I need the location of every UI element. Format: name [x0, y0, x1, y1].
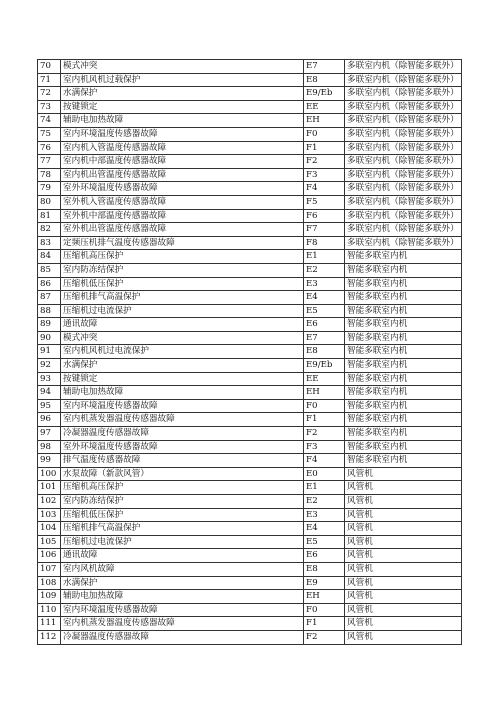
row-number-cell: 110: [38, 603, 61, 617]
fault-name-cell: 压缩机低压保护: [61, 277, 304, 291]
fault-name-cell: 室内机风机过载保护: [61, 73, 304, 87]
fault-code-cell: F4: [304, 454, 345, 468]
fault-name-cell: 辅助电加热故障: [61, 590, 304, 604]
table-row: [38, 467, 462, 481]
table-row: [38, 236, 462, 250]
row-number-cell: 96: [38, 413, 61, 427]
row-number-cell: 77: [38, 155, 61, 169]
table-row: [38, 454, 462, 468]
fault-name-cell: 室内防冻结保护: [61, 495, 304, 509]
fault-name-cell: 压缩机高压保护: [61, 250, 304, 264]
unit-type-cell: 多联室内机（除智能多联外）: [345, 127, 462, 141]
table-row: [38, 549, 462, 563]
table-row: [38, 603, 462, 617]
row-number-cell: 79: [38, 182, 61, 196]
unit-type-cell: 智能多联室内机: [345, 304, 462, 318]
fault-code-cell: E1: [304, 250, 345, 264]
fault-code-cell: E6: [304, 549, 345, 563]
row-number-cell: 112: [38, 630, 61, 644]
table-row: [38, 399, 462, 413]
table-row: [38, 182, 462, 196]
table-row: [38, 168, 462, 182]
fault-name-cell: 室内机入管温度传感器故障: [61, 141, 304, 155]
table-row: [38, 318, 462, 332]
fault-code-cell: E7: [304, 331, 345, 345]
unit-type-cell: 多联室内机（除智能多联外）: [345, 236, 462, 250]
fault-code-cell: F3: [304, 168, 345, 182]
row-number-cell: 86: [38, 277, 61, 291]
table-row: [38, 359, 462, 373]
unit-type-cell: 风管机: [345, 495, 462, 509]
unit-type-cell: 风管机: [345, 549, 462, 563]
fault-code-cell: EH: [304, 590, 345, 604]
row-number-cell: 103: [38, 508, 61, 522]
row-number-cell: 107: [38, 562, 61, 576]
row-number-cell: 100: [38, 467, 61, 481]
fault-code-cell: E8: [304, 562, 345, 576]
row-number-cell: 78: [38, 168, 61, 182]
fault-name-cell: 压缩机排气高温保护: [61, 522, 304, 536]
table-row: [38, 291, 462, 305]
fault-code-cell: F4: [304, 182, 345, 196]
unit-type-cell: 多联室内机（除智能多联外）: [345, 114, 462, 128]
unit-type-cell: 智能多联室内机: [345, 345, 462, 359]
fault-code-cell: E3: [304, 508, 345, 522]
row-number-cell: 73: [38, 100, 61, 114]
row-number-cell: 108: [38, 576, 61, 590]
fault-name-cell: 辅助电加热故障: [61, 386, 304, 400]
fault-name-cell: 定频压机排气温度传感器故障: [61, 236, 304, 250]
row-number-cell: 81: [38, 209, 61, 223]
fault-code-cell: F6: [304, 209, 345, 223]
table-row: [38, 127, 462, 141]
table-row: [38, 345, 462, 359]
fault-code-cell: F3: [304, 440, 345, 454]
fault-name-cell: 水泵故障（新款风管）: [61, 467, 304, 481]
fault-name-cell: 压缩机过电流保护: [61, 535, 304, 549]
fault-name-cell: 室外环境温度传感器故障: [61, 440, 304, 454]
fault-code-cell: F5: [304, 195, 345, 209]
unit-type-cell: 多联室内机（除智能多联外）: [345, 87, 462, 101]
table-row: [38, 87, 462, 101]
row-number-cell: 72: [38, 87, 61, 101]
table-row: [38, 209, 462, 223]
fault-code-cell: F0: [304, 603, 345, 617]
row-number-cell: 80: [38, 195, 61, 209]
row-number-cell: 109: [38, 590, 61, 604]
fault-code-cell: F2: [304, 155, 345, 169]
unit-type-cell: 风管机: [345, 590, 462, 604]
fault-name-cell: 排气温度传感器故障: [61, 454, 304, 468]
table-row: [38, 250, 462, 264]
unit-type-cell: 智能多联室内机: [345, 318, 462, 332]
table-row: [38, 535, 462, 549]
fault-code-cell: E7: [304, 60, 345, 74]
unit-type-cell: 风管机: [345, 535, 462, 549]
table-row: [38, 195, 462, 209]
fault-name-cell: 冷凝器温度传感器故障: [61, 427, 304, 441]
row-number-cell: 91: [38, 345, 61, 359]
unit-type-cell: 多联室内机（除智能多联外）: [345, 73, 462, 87]
fault-name-cell: 室外机出管温度传感器故障: [61, 223, 304, 237]
row-number-cell: 98: [38, 440, 61, 454]
row-number-cell: 94: [38, 386, 61, 400]
fault-code-cell: E5: [304, 535, 345, 549]
fault-code-cell: F2: [304, 427, 345, 441]
row-number-cell: 105: [38, 535, 61, 549]
fault-code-cell: E4: [304, 522, 345, 536]
unit-type-cell: 智能多联室内机: [345, 263, 462, 277]
fault-code-table: [37, 59, 462, 645]
unit-type-cell: 多联室内机（除智能多联外）: [345, 155, 462, 169]
fault-code-cell: E0: [304, 467, 345, 481]
unit-type-cell: 智能多联室内机: [345, 386, 462, 400]
unit-type-cell: 智能多联室内机: [345, 359, 462, 373]
fault-name-cell: 室外机中部温度传感器故障: [61, 209, 304, 223]
unit-type-cell: 风管机: [345, 481, 462, 495]
row-number-cell: 102: [38, 495, 61, 509]
table-row: [38, 508, 462, 522]
fault-name-cell: 通讯故障: [61, 318, 304, 332]
unit-type-cell: 智能多联室内机: [345, 277, 462, 291]
fault-code-cell: F2: [304, 630, 345, 644]
fault-code-table-body: [38, 60, 462, 645]
fault-name-cell: 室内机出管温度传感器故障: [61, 168, 304, 182]
table-row: [38, 100, 462, 114]
table-row: [38, 576, 462, 590]
unit-type-cell: 智能多联室内机: [345, 291, 462, 305]
fault-name-cell: 按键锁定: [61, 100, 304, 114]
row-number-cell: 90: [38, 331, 61, 345]
table-row: [38, 223, 462, 237]
row-number-cell: 84: [38, 250, 61, 264]
unit-type-cell: 智能多联室内机: [345, 399, 462, 413]
unit-type-cell: 智能多联室内机: [345, 454, 462, 468]
row-number-cell: 92: [38, 359, 61, 373]
row-number-cell: 87: [38, 291, 61, 305]
table-row: [38, 73, 462, 87]
row-number-cell: 76: [38, 141, 61, 155]
unit-type-cell: 智能多联室内机: [345, 331, 462, 345]
fault-name-cell: 室内机中部温度传感器故障: [61, 155, 304, 169]
fault-name-cell: 室内环境温度传感器故障: [61, 127, 304, 141]
unit-type-cell: 智能多联室内机: [345, 250, 462, 264]
fault-name-cell: 室内防冻结保护: [61, 263, 304, 277]
row-number-cell: 89: [38, 318, 61, 332]
row-number-cell: 88: [38, 304, 61, 318]
fault-name-cell: 水满保护: [61, 359, 304, 373]
table-row: [38, 495, 462, 509]
fault-code-cell: E2: [304, 495, 345, 509]
fault-name-cell: 室内环境温度传感器故障: [61, 399, 304, 413]
fault-name-cell: 压缩机低压保护: [61, 508, 304, 522]
fault-code-cell: E4: [304, 291, 345, 305]
fault-code-cell: E3: [304, 277, 345, 291]
fault-name-cell: 按键锁定: [61, 372, 304, 386]
fault-name-cell: 室外环境温度传感器故障: [61, 182, 304, 196]
unit-type-cell: 多联室内机（除智能多联外）: [345, 195, 462, 209]
fault-code-cell: E6: [304, 318, 345, 332]
fault-name-cell: 室内机蒸发器温度传感器故障: [61, 413, 304, 427]
unit-type-cell: 多联室内机（除智能多联外）: [345, 141, 462, 155]
unit-type-cell: 多联室内机（除智能多联外）: [345, 100, 462, 114]
unit-type-cell: 智能多联室内机: [345, 440, 462, 454]
fault-name-cell: 模式冲突: [61, 60, 304, 74]
table-row: [38, 331, 462, 345]
fault-code-cell: E8: [304, 73, 345, 87]
table-row: [38, 481, 462, 495]
fault-code-cell: E9: [304, 576, 345, 590]
row-number-cell: 85: [38, 263, 61, 277]
fault-name-cell: 室内环境温度传感器故障: [61, 603, 304, 617]
row-number-cell: 106: [38, 549, 61, 563]
unit-type-cell: 风管机: [345, 508, 462, 522]
table-row: [38, 617, 462, 631]
fault-name-cell: 模式冲突: [61, 331, 304, 345]
unit-type-cell: 风管机: [345, 562, 462, 576]
row-number-cell: 99: [38, 454, 61, 468]
unit-type-cell: 多联室内机（除智能多联外）: [345, 168, 462, 182]
fault-name-cell: 通讯故障: [61, 549, 304, 563]
fault-name-cell: 水满保护: [61, 87, 304, 101]
fault-code-cell: E1: [304, 481, 345, 495]
table-row: [38, 277, 462, 291]
fault-code-cell: F0: [304, 127, 345, 141]
table-row: [38, 304, 462, 318]
fault-name-cell: 室内机蒸发器温度传感器故障: [61, 617, 304, 631]
table-row: [38, 522, 462, 536]
table-row: [38, 155, 462, 169]
row-number-cell: 97: [38, 427, 61, 441]
fault-name-cell: 室内机风机过电流保护: [61, 345, 304, 359]
fault-code-cell: E9/Eb: [304, 359, 345, 373]
table-row: [38, 440, 462, 454]
row-number-cell: 70: [38, 60, 61, 74]
unit-type-cell: 多联室内机（除智能多联外）: [345, 223, 462, 237]
fault-name-cell: 冷凝器温度传感器故障: [61, 630, 304, 644]
unit-type-cell: 风管机: [345, 630, 462, 644]
unit-type-cell: 风管机: [345, 576, 462, 590]
unit-type-cell: 智能多联室内机: [345, 413, 462, 427]
fault-name-cell: 室内风机故障: [61, 562, 304, 576]
fault-code-cell: E5: [304, 304, 345, 318]
row-number-cell: 111: [38, 617, 61, 631]
row-number-cell: 75: [38, 127, 61, 141]
fault-code-cell: F1: [304, 617, 345, 631]
unit-type-cell: 智能多联室内机: [345, 427, 462, 441]
row-number-cell: 83: [38, 236, 61, 250]
table-row: [38, 263, 462, 277]
fault-code-cell: F0: [304, 399, 345, 413]
table-row: [38, 413, 462, 427]
row-number-cell: 71: [38, 73, 61, 87]
fault-name-cell: 辅助电加热故障: [61, 114, 304, 128]
fault-code-cell: F1: [304, 141, 345, 155]
table-row: [38, 562, 462, 576]
fault-code-cell: E8: [304, 345, 345, 359]
fault-name-cell: 室外机入管温度传感器故障: [61, 195, 304, 209]
fault-code-cell: E9/Eb: [304, 87, 345, 101]
table-row: [38, 372, 462, 386]
unit-type-cell: 多联室内机（除智能多联外）: [345, 182, 462, 196]
fault-code-cell: F7: [304, 223, 345, 237]
fault-code-cell: EE: [304, 372, 345, 386]
fault-name-cell: 水满保护: [61, 576, 304, 590]
fault-code-cell: F8: [304, 236, 345, 250]
unit-type-cell: 风管机: [345, 467, 462, 481]
row-number-cell: 101: [38, 481, 61, 495]
unit-type-cell: 风管机: [345, 522, 462, 536]
table-row: [38, 141, 462, 155]
table-row: [38, 114, 462, 128]
fault-name-cell: 压缩机排气高温保护: [61, 291, 304, 305]
row-number-cell: 95: [38, 399, 61, 413]
fault-code-cell: EE: [304, 100, 345, 114]
unit-type-cell: 多联室内机（除智能多联外）: [345, 209, 462, 223]
row-number-cell: 74: [38, 114, 61, 128]
table-row: [38, 590, 462, 604]
fault-code-cell: F1: [304, 413, 345, 427]
row-number-cell: 93: [38, 372, 61, 386]
unit-type-cell: 风管机: [345, 617, 462, 631]
table-row: [38, 60, 462, 74]
fault-code-cell: EH: [304, 386, 345, 400]
unit-type-cell: 风管机: [345, 603, 462, 617]
table-row: [38, 427, 462, 441]
table-row: [38, 386, 462, 400]
fault-name-cell: 压缩机高压保护: [61, 481, 304, 495]
row-number-cell: 82: [38, 223, 61, 237]
unit-type-cell: 智能多联室内机: [345, 372, 462, 386]
fault-code-cell: EH: [304, 114, 345, 128]
fault-code-cell: E2: [304, 263, 345, 277]
unit-type-cell: 多联室内机（除智能多联外）: [345, 60, 462, 74]
table-row: [38, 630, 462, 644]
row-number-cell: 104: [38, 522, 61, 536]
fault-name-cell: 压缩机过电流保护: [61, 304, 304, 318]
